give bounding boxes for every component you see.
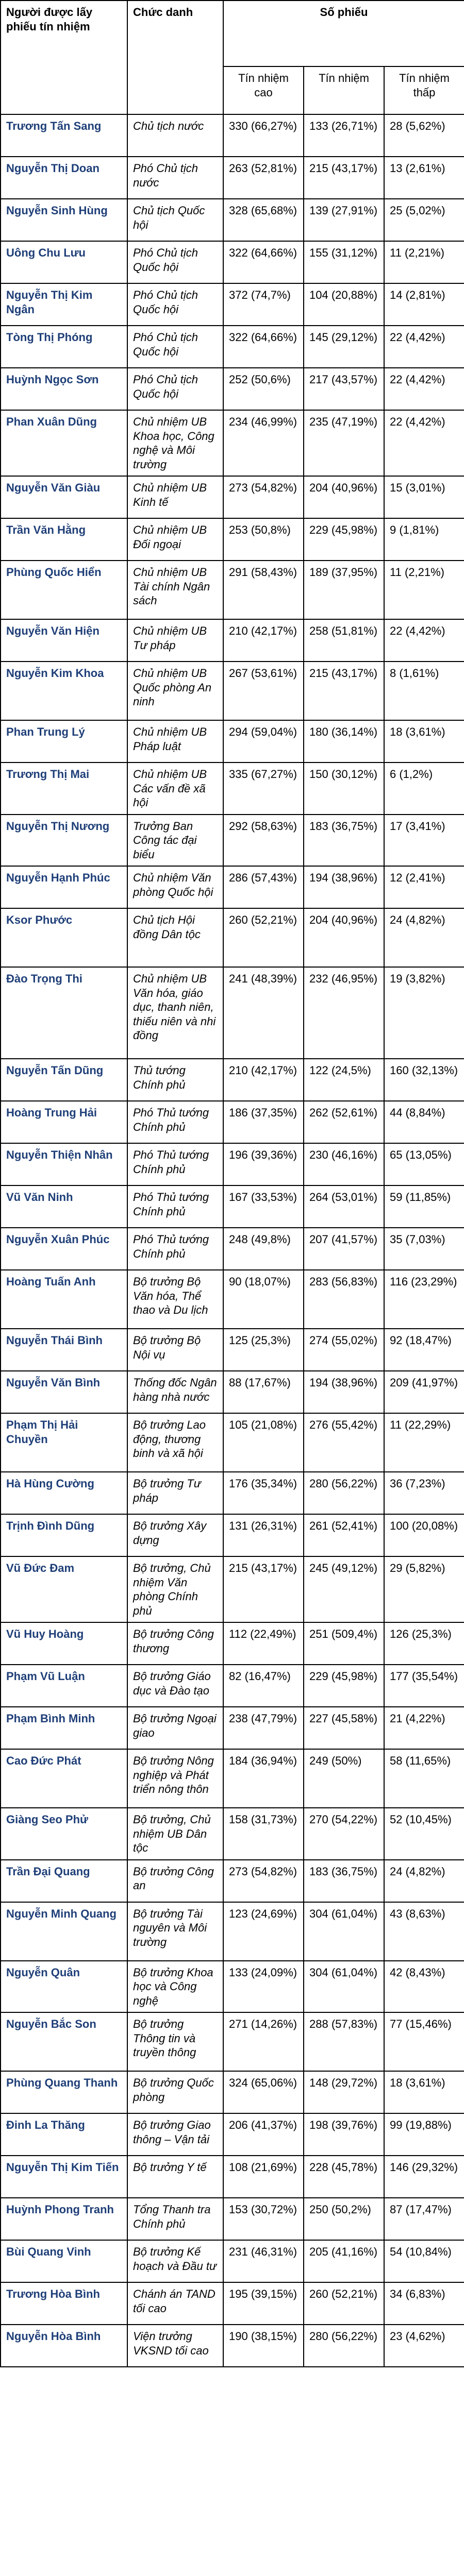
table-row xyxy=(1,1961,464,2013)
votes-high: 252 (50,6%) xyxy=(223,368,304,410)
votes-high: 190 (38,15%) xyxy=(223,2325,304,2367)
person-name: Nguyễn Kim Khoa xyxy=(1,662,127,720)
person-name: Giàng Seo Phử xyxy=(1,1808,127,1860)
votes-low: 65 (13,05%) xyxy=(384,1143,464,1185)
votes-mid: 104 (20,88%) xyxy=(304,283,384,326)
votes-mid: 264 (53,01%) xyxy=(304,1185,384,1228)
votes-low: 11 (22,29%) xyxy=(384,1413,464,1472)
table-row xyxy=(1,1329,464,1371)
votes-high: 273 (54,82%) xyxy=(223,1860,304,1902)
votes-mid: 280 (56,22%) xyxy=(304,1472,384,1514)
table-row xyxy=(1,157,464,199)
votes-low: 13 (2,61%) xyxy=(384,157,464,199)
person-name: Trịnh Đình Dũng xyxy=(1,1514,127,1556)
votes-low: 23 (4,62%) xyxy=(384,2325,464,2367)
person-name: Uông Chu Lưu xyxy=(1,241,127,283)
votes-high: 238 (47,79%) xyxy=(223,1707,304,1749)
table-row xyxy=(1,518,464,561)
votes-mid: 194 (38,96%) xyxy=(304,1371,384,1413)
table-row xyxy=(1,2198,464,2240)
votes-low: 177 (35,54%) xyxy=(384,1665,464,1707)
votes-high: 291 (58,43%) xyxy=(223,561,304,619)
table-body xyxy=(1,114,464,2367)
person-name: Nguyễn Tấn Dũng xyxy=(1,1059,127,1101)
person-name: Nguyễn Thị Kim Ngân xyxy=(1,283,127,326)
person-name: Nguyễn Bắc Son xyxy=(1,2012,127,2071)
votes-high: 210 (42,17%) xyxy=(223,1059,304,1101)
votes-low: 14 (2,81%) xyxy=(384,283,464,326)
votes-high: 206 (41,37%) xyxy=(223,2113,304,2156)
table-row xyxy=(1,283,464,326)
person-name: Nguyễn Quân xyxy=(1,1961,127,2013)
votes-low: 35 (7,03%) xyxy=(384,1228,464,1270)
votes-high: 108 (21,69%) xyxy=(223,2156,304,2198)
table-row xyxy=(1,967,464,1059)
votes-low: 22 (4,42%) xyxy=(384,410,464,476)
person-name: Nguyễn Văn Hiện xyxy=(1,619,127,662)
table-row xyxy=(1,815,464,867)
votes-mid: 194 (38,96%) xyxy=(304,866,384,908)
votes-high: 330 (66,27%) xyxy=(223,114,304,157)
person-name: Nguyễn Hạnh Phúc xyxy=(1,866,127,908)
person-name: Vũ Huy Hoàng xyxy=(1,1622,127,1665)
votes-mid: 205 (41,16%) xyxy=(304,2240,384,2282)
votes-high: 105 (21,08%) xyxy=(223,1413,304,1472)
votes-low: 29 (5,82%) xyxy=(384,1556,464,1622)
header-mid: Tín nhiệm xyxy=(304,66,384,114)
person-title: Chủ nhiệm UB Tài chính Ngân sách xyxy=(127,561,223,619)
person-name: Cao Đức Phát xyxy=(1,1749,127,1808)
person-title: Chủ nhiệm UB Các vấn đề xã hội xyxy=(127,762,223,815)
person-name: Phan Trung Lý xyxy=(1,720,127,762)
table-row xyxy=(1,2012,464,2071)
header-role: Chức danh xyxy=(127,1,223,114)
table-row xyxy=(1,866,464,908)
votes-high: 263 (52,81%) xyxy=(223,157,304,199)
person-name: Nguyễn Hòa Bình xyxy=(1,2325,127,2367)
person-title: Chủ tịch Hội đồng Dân tộc xyxy=(127,908,223,967)
votes-low: 146 (29,32%) xyxy=(384,2156,464,2198)
person-name: Trương Hòa Bình xyxy=(1,2282,127,2325)
votes-mid: 207 (41,57%) xyxy=(304,1228,384,1270)
votes-low: 15 (3,01%) xyxy=(384,476,464,518)
votes-high: 133 (24,09%) xyxy=(223,1961,304,2013)
person-name: Nguyễn Thiện Nhân xyxy=(1,1143,127,1185)
votes-high: 82 (16,47%) xyxy=(223,1665,304,1707)
votes-low: 42 (8,43%) xyxy=(384,1961,464,2013)
person-title: Bộ trưởng Bộ Nội vụ xyxy=(127,1329,223,1371)
person-name: Đào Trọng Thi xyxy=(1,967,127,1059)
person-title: Bộ trưởng Ngoại giao xyxy=(127,1707,223,1749)
person-title: Bộ trưởng Giao thông – Vận tải xyxy=(127,2113,223,2156)
person-title: Bộ trưởng, Chủ nhiệm Văn phòng Chính phủ xyxy=(127,1556,223,1622)
votes-mid: 230 (46,16%) xyxy=(304,1143,384,1185)
table-row xyxy=(1,662,464,720)
votes-low: 59 (11,85%) xyxy=(384,1185,464,1228)
person-title: Bộ trưởng Bộ Văn hóa, Thể thao và Du lịch xyxy=(127,1270,223,1329)
person-title: Chủ tịch Quốc hội xyxy=(127,199,223,241)
person-title: Chánh án TAND tối cao xyxy=(127,2282,223,2325)
person-name: Trần Đại Quang xyxy=(1,1860,127,1902)
votes-low: 24 (4,82%) xyxy=(384,1860,464,1902)
votes-low: 12 (2,41%) xyxy=(384,866,464,908)
table-row xyxy=(1,1228,464,1270)
votes-low: 24 (4,82%) xyxy=(384,908,464,967)
votes-low: 58 (11,65%) xyxy=(384,1749,464,1808)
votes-low: 28 (5,62%) xyxy=(384,114,464,157)
votes-high: 176 (35,34%) xyxy=(223,1472,304,1514)
person-name: Phùng Quang Thanh xyxy=(1,2071,127,2113)
votes-mid: 139 (27,91%) xyxy=(304,199,384,241)
table-row xyxy=(1,1622,464,1665)
votes-mid: 204 (40,96%) xyxy=(304,476,384,518)
table-row xyxy=(1,1413,464,1472)
person-title: Thủ tướng Chính phủ xyxy=(127,1059,223,1101)
person-name: Nguyễn Văn Giàu xyxy=(1,476,127,518)
header-votes: Số phiếu xyxy=(223,1,464,66)
votes-high: 267 (53,61%) xyxy=(223,662,304,720)
votes-low: 22 (4,42%) xyxy=(384,368,464,410)
person-title: Phó Thủ tướng Chính phủ xyxy=(127,1185,223,1228)
person-name: Vũ Đức Đam xyxy=(1,1556,127,1622)
person-name: Hoàng Tuấn Anh xyxy=(1,1270,127,1329)
votes-mid: 229 (45,98%) xyxy=(304,518,384,561)
votes-high: 131 (26,31%) xyxy=(223,1514,304,1556)
person-name: Phùng Quốc Hiển xyxy=(1,561,127,619)
person-title: Chủ nhiệm UB Tư pháp xyxy=(127,619,223,662)
votes-low: 116 (23,29%) xyxy=(384,1270,464,1329)
table-row xyxy=(1,1749,464,1808)
person-title: Chủ nhiệm UB Khoa học, Công nghệ và Môi trường xyxy=(127,410,223,476)
table-row xyxy=(1,1143,464,1185)
votes-high: 335 (67,27%) xyxy=(223,762,304,815)
person-title: Phó Thủ tướng Chính phủ xyxy=(127,1101,223,1143)
person-name: Phạm Thị Hải Chuyền xyxy=(1,1413,127,1472)
table-row xyxy=(1,2113,464,2156)
votes-low: 9 (1,81%) xyxy=(384,518,464,561)
votes-high: 231 (46,31%) xyxy=(223,2240,304,2282)
person-title: Bộ trưởng Xây dựng xyxy=(127,1514,223,1556)
votes-low: 19 (3,82%) xyxy=(384,967,464,1059)
votes-high: 248 (49,8%) xyxy=(223,1228,304,1270)
votes-mid: 215 (43,17%) xyxy=(304,662,384,720)
person-title: Chủ tịch nước xyxy=(127,114,223,157)
table-row xyxy=(1,2156,464,2198)
votes-high: 123 (24,69%) xyxy=(223,1902,304,1961)
table-header-row xyxy=(1,1,464,66)
votes-mid: 270 (54,22%) xyxy=(304,1808,384,1860)
table-row xyxy=(1,241,464,283)
table-row xyxy=(1,476,464,518)
votes-mid: 283 (56,83%) xyxy=(304,1270,384,1329)
table-row xyxy=(1,619,464,662)
votes-low: 6 (1,2%) xyxy=(384,762,464,815)
votes-mid: 304 (61,04%) xyxy=(304,1902,384,1961)
person-name: Nguyễn Sinh Hùng xyxy=(1,199,127,241)
votes-low: 17 (3,41%) xyxy=(384,815,464,867)
votes-high: 167 (33,53%) xyxy=(223,1185,304,1228)
person-title: Bộ trưởng Thông tin và truyền thông xyxy=(127,2012,223,2071)
person-name: Nguyễn Minh Quang xyxy=(1,1902,127,1961)
votes-low: 22 (4,42%) xyxy=(384,619,464,662)
person-title: Bộ trưởng Kế hoạch và Đầu tư xyxy=(127,2240,223,2282)
person-title: Thống đốc Ngân hàng nhà nước xyxy=(127,1371,223,1413)
table-row xyxy=(1,1808,464,1860)
person-name: Phạm Vũ Luận xyxy=(1,1665,127,1707)
votes-high: 125 (25,3%) xyxy=(223,1329,304,1371)
person-name: Nguyễn Thị Doan xyxy=(1,157,127,199)
votes-high: 292 (58,63%) xyxy=(223,815,304,867)
votes-high: 322 (64,66%) xyxy=(223,241,304,283)
person-name: Hoàng Trung Hải xyxy=(1,1101,127,1143)
votes-high: 210 (42,17%) xyxy=(223,619,304,662)
person-title: Bộ trưởng, Chủ nhiệm UB Dân tộc xyxy=(127,1808,223,1860)
votes-mid: 280 (56,22%) xyxy=(304,2325,384,2367)
votes-high: 271 (14,26%) xyxy=(223,2012,304,2071)
table-row xyxy=(1,2071,464,2113)
person-name: Ksor Phước xyxy=(1,908,127,967)
votes-low: 21 (4,22%) xyxy=(384,1707,464,1749)
person-title: Bộ trưởng Công thương xyxy=(127,1622,223,1665)
votes-mid: 250 (50,2%) xyxy=(304,2198,384,2240)
person-name: Nguyễn Thị Nương xyxy=(1,815,127,867)
table-row xyxy=(1,1665,464,1707)
person-title: Tổng Thanh tra Chính phủ xyxy=(127,2198,223,2240)
votes-mid: 288 (57,83%) xyxy=(304,2012,384,2071)
person-name: Phan Xuân Dũng xyxy=(1,410,127,476)
votes-high: 158 (31,73%) xyxy=(223,1808,304,1860)
votes-low: 126 (25,3%) xyxy=(384,1622,464,1665)
votes-mid: 198 (39,76%) xyxy=(304,2113,384,2156)
votes-high: 294 (59,04%) xyxy=(223,720,304,762)
person-name: Đinh La Thăng xyxy=(1,2113,127,2156)
table-row xyxy=(1,561,464,619)
votes-mid: 258 (51,81%) xyxy=(304,619,384,662)
table-row xyxy=(1,199,464,241)
votes-high: 322 (64,66%) xyxy=(223,326,304,368)
person-title: Phó Thủ tướng Chính phủ xyxy=(127,1143,223,1185)
person-name: Trần Văn Hằng xyxy=(1,518,127,561)
person-name: Tòng Thị Phóng xyxy=(1,326,127,368)
votes-high: 253 (50,8%) xyxy=(223,518,304,561)
votes-low: 18 (3,61%) xyxy=(384,2071,464,2113)
votes-mid: 262 (52,61%) xyxy=(304,1101,384,1143)
person-name: Nguyễn Xuân Phúc xyxy=(1,1228,127,1270)
table-row xyxy=(1,2240,464,2282)
person-name: Hà Hùng Cường xyxy=(1,1472,127,1514)
person-name: Trương Thị Mai xyxy=(1,762,127,815)
votes-high: 324 (65,06%) xyxy=(223,2071,304,2113)
table-row xyxy=(1,2325,464,2367)
person-title: Chủ nhiệm UB Quốc phòng An ninh xyxy=(127,662,223,720)
person-name: Trương Tấn Sang xyxy=(1,114,127,157)
votes-mid: 304 (61,04%) xyxy=(304,1961,384,2013)
votes-low: 43 (8,63%) xyxy=(384,1902,464,1961)
person-title: Chủ nhiệm UB Văn hóa, giáo dục, thanh niên, thiếu niên và nhi đồng xyxy=(127,967,223,1059)
table-row xyxy=(1,114,464,157)
votes-high: 186 (37,35%) xyxy=(223,1101,304,1143)
header-low: Tín nhiệm thấp xyxy=(384,66,464,114)
person-title: Bộ trưởng Khoa học và Công nghệ xyxy=(127,1961,223,2013)
votes-high: 196 (39,36%) xyxy=(223,1143,304,1185)
table-row xyxy=(1,1902,464,1961)
table-row xyxy=(1,1556,464,1622)
table-row xyxy=(1,368,464,410)
person-title: Bộ trưởng Tài nguyên và Môi trường xyxy=(127,1902,223,1961)
table-row xyxy=(1,1514,464,1556)
votes-low: 160 (32,13%) xyxy=(384,1059,464,1101)
votes-mid: 215 (43,17%) xyxy=(304,157,384,199)
header-high: Tín nhiệm cao xyxy=(223,66,304,114)
votes-mid: 204 (40,96%) xyxy=(304,908,384,967)
votes-low: 87 (17,47%) xyxy=(384,2198,464,2240)
person-name: Phạm Bình Minh xyxy=(1,1707,127,1749)
table-row xyxy=(1,1270,464,1329)
votes-mid: 274 (55,02%) xyxy=(304,1329,384,1371)
person-title: Bộ trưởng Quốc phòng xyxy=(127,2071,223,2113)
votes-mid: 251 (509,4%) xyxy=(304,1622,384,1665)
person-title: Chủ nhiệm UB Pháp luật xyxy=(127,720,223,762)
person-title: Phó Thủ tướng Chính phủ xyxy=(127,1228,223,1270)
header-name: Người được lấy phiếu tín nhiệm xyxy=(1,1,127,114)
votes-low: 209 (41,97%) xyxy=(384,1371,464,1413)
table-row xyxy=(1,1371,464,1413)
votes-high: 215 (43,17%) xyxy=(223,1556,304,1622)
votes-high: 234 (46,99%) xyxy=(223,410,304,476)
votes-low: 92 (18,47%) xyxy=(384,1329,464,1371)
votes-mid: 180 (36,14%) xyxy=(304,720,384,762)
votes-mid: 148 (29,72%) xyxy=(304,2071,384,2113)
table-row xyxy=(1,720,464,762)
person-title: Phó Chủ tịch Quốc hội xyxy=(127,326,223,368)
person-name: Huỳnh Ngọc Sơn xyxy=(1,368,127,410)
votes-low: 18 (3,61%) xyxy=(384,720,464,762)
votes-high: 90 (18,07%) xyxy=(223,1270,304,1329)
votes-low: 99 (19,88%) xyxy=(384,2113,464,2156)
votes-high: 328 (65,68%) xyxy=(223,199,304,241)
person-name: Bùi Quang Vinh xyxy=(1,2240,127,2282)
votes-mid: 227 (45,58%) xyxy=(304,1707,384,1749)
person-name: Nguyễn Thị Kim Tiến xyxy=(1,2156,127,2198)
votes-low: 44 (8,84%) xyxy=(384,1101,464,1143)
votes-mid: 217 (43,57%) xyxy=(304,368,384,410)
person-title: Phó Chủ tịch Quốc hội xyxy=(127,241,223,283)
person-title: Phó Chủ tịch nước xyxy=(127,157,223,199)
table-row xyxy=(1,1059,464,1101)
table-row xyxy=(1,2282,464,2325)
person-title: Chủ nhiệm UB Kinh tế xyxy=(127,476,223,518)
votes-mid: 189 (37,95%) xyxy=(304,561,384,619)
person-name: Nguyễn Thái Bình xyxy=(1,1329,127,1371)
votes-mid: 150 (30,12%) xyxy=(304,762,384,815)
person-title: Phó Chủ tịch Quốc hội xyxy=(127,283,223,326)
votes-low: 52 (10,45%) xyxy=(384,1808,464,1860)
votes-low: 22 (4,42%) xyxy=(384,326,464,368)
votes-mid: 145 (29,12%) xyxy=(304,326,384,368)
votes-low: 34 (6,83%) xyxy=(384,2282,464,2325)
votes-high: 112 (22,49%) xyxy=(223,1622,304,1665)
table-row xyxy=(1,1101,464,1143)
votes-high: 195 (39,15%) xyxy=(223,2282,304,2325)
votes-low: 100 (20,08%) xyxy=(384,1514,464,1556)
votes-high: 153 (30,72%) xyxy=(223,2198,304,2240)
votes-low: 54 (10,84%) xyxy=(384,2240,464,2282)
person-title: Chủ nhiệm UB Đối ngoại xyxy=(127,518,223,561)
votes-mid: 133 (26,71%) xyxy=(304,114,384,157)
votes-low: 77 (15,46%) xyxy=(384,2012,464,2071)
table-row xyxy=(1,1860,464,1902)
votes-high: 273 (54,82%) xyxy=(223,476,304,518)
votes-mid: 260 (52,21%) xyxy=(304,2282,384,2325)
table-row xyxy=(1,1707,464,1749)
votes-mid: 245 (49,12%) xyxy=(304,1556,384,1622)
votes-high: 184 (36,94%) xyxy=(223,1749,304,1808)
votes-mid: 122 (24,5%) xyxy=(304,1059,384,1101)
votes-high: 88 (17,67%) xyxy=(223,1371,304,1413)
votes-mid: 276 (55,42%) xyxy=(304,1413,384,1472)
votes-mid: 261 (52,41%) xyxy=(304,1514,384,1556)
votes-low: 36 (7,23%) xyxy=(384,1472,464,1514)
table-row xyxy=(1,1472,464,1514)
votes-mid: 235 (47,19%) xyxy=(304,410,384,476)
votes-high: 260 (52,21%) xyxy=(223,908,304,967)
person-name: Nguyễn Văn Bình xyxy=(1,1371,127,1413)
votes-low: 11 (2,21%) xyxy=(384,241,464,283)
votes-mid: 183 (36,75%) xyxy=(304,1860,384,1902)
table-row xyxy=(1,1185,464,1228)
votes-high: 372 (74,7%) xyxy=(223,283,304,326)
votes-mid: 232 (46,95%) xyxy=(304,967,384,1059)
votes-low: 8 (1,61%) xyxy=(384,662,464,720)
person-title: Bộ trưởng Y tế xyxy=(127,2156,223,2198)
votes-high: 286 (57,43%) xyxy=(223,866,304,908)
person-title: Bộ trưởng Lao động, thương binh và xã hội xyxy=(127,1413,223,1472)
person-name: Vũ Văn Ninh xyxy=(1,1185,127,1228)
person-title: Trưởng Ban Công tác đại biểu xyxy=(127,815,223,867)
votes-low: 11 (2,21%) xyxy=(384,561,464,619)
person-title: Bộ trưởng Nông nghiệp và Phát triển nông thôn xyxy=(127,1749,223,1808)
votes-low: 25 (5,02%) xyxy=(384,199,464,241)
person-title: Bộ trưởng Công an xyxy=(127,1860,223,1902)
table-row xyxy=(1,326,464,368)
person-title: Viện trưởng VKSND tối cao xyxy=(127,2325,223,2367)
votes-high: 241 (48,39%) xyxy=(223,967,304,1059)
votes-mid: 155 (31,12%) xyxy=(304,241,384,283)
votes-mid: 249 (50%) xyxy=(304,1749,384,1808)
table-row xyxy=(1,762,464,815)
table-row xyxy=(1,908,464,967)
table-row xyxy=(1,410,464,476)
person-title: Chủ nhiệm Văn phòng Quốc hội xyxy=(127,866,223,908)
person-name: Huỳnh Phong Tranh xyxy=(1,2198,127,2240)
person-title: Bộ trưởng Giáo dục và Đào tạo xyxy=(127,1665,223,1707)
votes-mid: 228 (45,78%) xyxy=(304,2156,384,2198)
votes-mid: 183 (36,75%) xyxy=(304,815,384,867)
votes-mid: 229 (45,98%) xyxy=(304,1665,384,1707)
person-title: Phó Chủ tịch Quốc hội xyxy=(127,368,223,410)
person-title: Bộ trưởng Tư pháp xyxy=(127,1472,223,1514)
